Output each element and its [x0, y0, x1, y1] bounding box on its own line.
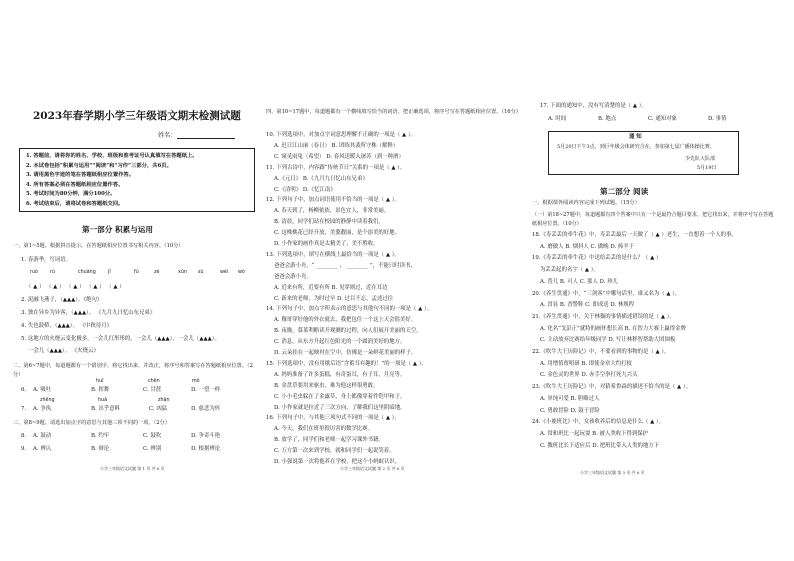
option-line: C. 万方第一次来到学校，就和同学们一起说笑着。 — [274, 448, 395, 455]
q2: 2. 泥融飞燕子，（▲▲▲）。《绝句》 — [21, 297, 103, 303]
pinyin: jǐ — [108, 270, 111, 275]
option-line: A. 常和班比一起玩耍 B. 被人类收下得到保护 — [540, 430, 649, 437]
option-line: C. 这株桃花已经开放，美姿靓丽，是个添美的好地。 — [274, 230, 400, 237]
sample-notice-title: 通 知 — [629, 134, 642, 140]
q17: 17. 下面的通知中，没有写清楚的是（ ▲ ）。 — [540, 103, 647, 109]
page-footer: 小学三年级语文试题 第 2 页 共 6 页 — [340, 466, 405, 471]
option-line: C. 新来的老师，为时过早 D. 过目不忘，孟述过往 — [274, 295, 394, 302]
option-line: C. 勇敢冒险 D. 鼓于冒险 — [540, 407, 600, 414]
q4: 4. 失也鼓桥，（▲▲▲）。 《中秋待月》 — [21, 323, 113, 329]
pinyin-row — [30, 270, 250, 277]
notice-box — [19, 148, 255, 212]
q7-pinyin — [40, 398, 210, 404]
question-line: 12. 下列句子中，加点词语使用不恰当的一项是（ ▲ ）。 — [266, 197, 400, 204]
q6-intro: 二、第6~7题中，每道题都有一个错别字，将它找出来，并改正，将序号和答案写在答题纸相应位置。（2分） — [13, 363, 253, 378]
question-line: 20.《养生贯通》中，“三剑客”中哪句话里，谁又名为（ ▲ ）。 — [532, 290, 681, 297]
option-line: 爸爸会游小舟。 — [274, 273, 312, 280]
option-line: B. 夜晚，慕莱利略读开观测的过程，向人们展开美丽的天空。 — [274, 328, 422, 335]
q9 — [21, 446, 221, 452]
option: A. 鼓动 — [33, 433, 52, 439]
question-line: 10. 下列选项中，对加点字词意思理解不正确的一项是（ ▲ ）。 — [266, 132, 416, 138]
sample-notice-date: 5月19日 — [697, 165, 717, 171]
reading-sub: （一）第18~27题中，每道题都有四个答案中只有一个是最符合题目要求，把它找出来，并将序号写在答题纸相应位置。（10分） — [532, 212, 774, 227]
option-line: D. 小强说第一次将他养在学校，把这个小蚂蚁认识。 — [274, 459, 401, 465]
sample-notice-sign: 少先队大队部 — [685, 156, 716, 162]
q6-pinyin — [96, 379, 236, 385]
q17-options — [548, 117, 748, 124]
option-line: B. 放学了，同学们和老师一起学习课外书籍。 — [274, 437, 384, 444]
q5: 5. 这地方的火烧云变化极多，一会儿红彤彤的，一会儿（▲▲▲），一会儿（▲▲▲）。 — [21, 336, 220, 342]
option: C. 鼓吹 — [143, 433, 162, 439]
option-line: D. 云朵挂在一起映衬在空中，仿佛是一朵鲜花美丽的样子。 — [274, 350, 417, 356]
q1-answer-row: （ ▲ ） （ ▲ ） （ ▲ ） （ ▲ ） （ ▲ ） — [26, 284, 125, 290]
option-line: A. 单纯可爱 B. 胆略过人 — [540, 395, 600, 402]
q5-cont: 一会儿（▲▲▲）。 《火烧云》 — [28, 348, 99, 354]
option-line: C. 教班比长下适应后 D. 把班比带入人类的地方下 — [540, 442, 660, 449]
q9-label: 9. — [21, 446, 27, 452]
option-line: D. 小作家的画作真是太精美了，美不胜收。 — [274, 241, 379, 247]
option: C. 辨别 — [143, 446, 162, 452]
option-line: A. 妈妈准备了许多蛋糕，有奇蛋耳，有子耳，月亮等。 — [274, 371, 406, 378]
name-underline[interactable] — [177, 132, 235, 139]
q10-17-intro: 四、第10~17题中，每道题都有一个横线填写恰当的词语、把正确选项，将序号写在答题纸相应位置。（16分） — [266, 109, 521, 115]
page-footer: 小学三年级语文试题 第 1 页 共 6 页 — [100, 466, 165, 471]
option-line: A. 迟日江山丽（春日） B. 团练其袭所守株（解释） — [274, 142, 399, 149]
option: D. 事情 — [708, 116, 727, 122]
option-line: C. 金色灵的世界 D. 赤手空拳打死九兴头 — [540, 372, 638, 379]
pinyin: mǒ — [192, 379, 200, 384]
notice-line: 6. 考试结束后，请将试卷和答题纸交回。 — [26, 200, 124, 207]
pinyin: zhān — [158, 398, 170, 403]
option: B. 辩论 — [91, 446, 110, 452]
reading-intro: 一、根据课外阅读内容完成下列试题。（15分） — [532, 200, 640, 206]
option-line: A. 化名“戈彭正”就特的画怀想长高 B. 在智力大赛上赢得金牌 — [540, 325, 686, 332]
option: A. 吸吐 — [33, 387, 52, 393]
pinyin: huǎ — [98, 398, 108, 403]
pinyin: chēn — [148, 379, 160, 384]
question-line: 22.《吹牛大王历险记》中，不要看到的事物的是（ ▲ ）。 — [532, 349, 670, 355]
notice-line: 4. 所有答案必须在答题纸相应位置作答。 — [26, 181, 124, 188]
q1-intro: 一、第1~5题。根据拼音提示，在答题纸相应位置书写相关内容。（10分） — [13, 243, 184, 249]
question-line: 19.《寿丢丢的牵牛花》中送给丢丢的是什么？（ ▲ ） — [532, 255, 662, 262]
question-line: 18.《寿丢丢的牵牛花》中，寿丢丢最后一天做了（ ▲ ）老生，一直想着一个人的事。 — [532, 232, 737, 238]
q8 — [21, 433, 221, 439]
option: C. 凶猛 — [149, 406, 168, 412]
pinyin: wò — [238, 270, 245, 275]
option-line: A. 普儿 B. 可人 C. 那人 D. 珍儿 — [540, 278, 618, 285]
pinyin: zhēng — [40, 398, 55, 403]
option: D. 一望一样 — [191, 387, 221, 393]
option-line: A. 穆哥穿好他的外衣就去，我把包住一个这上天会很美好。 — [274, 317, 417, 324]
q1-sub: 1. 春游季，写词语。 — [21, 257, 71, 263]
option: B. 约牢 — [91, 433, 110, 439]
question-line: 15. 下列选项中，没有用歇后语“含蓄耳有趣的！”的一项是（ ▲ ）。 — [266, 360, 427, 367]
option: C. 甘蔗 — [143, 387, 162, 393]
option: D. 根据辨论 — [191, 446, 221, 452]
pinyin: wéi — [220, 270, 229, 275]
option-line: C.《清明》 D.《忆江南》 — [274, 186, 336, 193]
option-line: C. 主动放弃比赛给年级同学 D. 写让林秤智帮助大团围板 — [540, 337, 676, 344]
option-line: C. 小小毛虫躲在了金露草，身上都像穿着件铠甲和子。 — [274, 393, 406, 400]
pinyin: xūn — [178, 270, 187, 275]
q6-label: 6. — [21, 387, 27, 393]
pinyin: huī — [96, 379, 104, 384]
pinyin: fú — [134, 270, 139, 275]
name-label: 姓名： — [158, 132, 177, 139]
option-line: C. 消息，从东方升起红色阳光的一个圆润美好的地方。 — [274, 339, 406, 346]
question-line: 11. 下列古诗中，内容跟“传统节日”关系的一项是（ ▲ ）。 — [266, 164, 406, 171]
question-line: 23.《吹牛大王历险记》中，对猜希鲁森的描述不恰当的是（ ▲ ）。 — [532, 384, 691, 391]
option-line: B. 金盘草要用来驱虫，难为他这样很勇敢。 — [274, 382, 379, 389]
sample-notice-box — [548, 131, 739, 175]
option: D. 慈悲为怀 — [191, 406, 221, 412]
part1-heading: 第一部分 积累与运用 — [82, 225, 153, 234]
pinyin: sù — [198, 270, 204, 275]
q6 — [21, 387, 221, 393]
option-line: 爸爸会游小舟，“ ________ ， ________ ”，不能只时读书， — [274, 262, 416, 269]
pinyin: zé — [154, 270, 160, 275]
option: B. 地点 — [598, 116, 617, 122]
notice-line: 5. 考试时间为80分钟，满分100分。 — [26, 191, 116, 197]
q8-intro: 三、第8~9题。请选出加点字的意思与其他三项不同的一项。（2分） — [13, 420, 170, 426]
q8-label: 8. — [21, 433, 27, 439]
option: B. 出乎意料 — [91, 406, 120, 412]
option: B. 挥舞 — [91, 387, 110, 393]
sample-notice-body: 5月20日下午3点，到巨年级会体研究合在，参加第七届广播体操比赛。 — [557, 144, 715, 150]
question-line: 13. 下列选项中，填写在横线上最恰当的一项是（ ▲ ）。 — [266, 251, 400, 258]
option-line: A. 用增值贾明研 B. 即使金章大约打枝 — [540, 360, 632, 367]
q7 — [21, 406, 221, 412]
option-line: A. 今天，我们在班里很厉害的数学比赛。 — [274, 426, 373, 433]
question-line: 24.《小鹿班比》中，女孩收养后的信息是什么（ ▲ ）。 — [532, 419, 665, 426]
option: A. 争执 — [33, 406, 52, 412]
option-line: A. 贯显 B. 香警鞋 C. 即成送 D. 林规程 — [540, 302, 635, 309]
option-line: D. 小作家就是拉近了三次方向，了解我们这里阴暗地。 — [274, 404, 406, 411]
q3: 3. 独在异乡为异客，（▲▲▲）。 《九月九日忆山东兄弟》 — [21, 310, 156, 316]
option-line: A. 近来有所，近要有所 B. 见穿则过，近在耳边 — [274, 284, 388, 291]
name-field[interactable] — [158, 130, 235, 139]
notice-line: 2. 本试卷包括“积累与运用”“阅读”和“习作”三部分，共6页。 — [26, 162, 172, 169]
pinyin: ruò — [30, 270, 38, 275]
option-line: A.《元日》 B.《九月九日忆山东兄弟》 — [274, 175, 368, 182]
option-line: A. 春天到了，杨柳依依，景色宜人，非常美丽。 — [274, 208, 390, 215]
exam-title: 2023年春学期小学三年级语文期末检测试题 — [33, 110, 241, 122]
option-line: B. 清晨，同学们站在校园的静静中读着我们。 — [274, 219, 384, 226]
page-footer: 小学三年级语文试题 第 3 页 共 6 页 — [580, 470, 645, 475]
question-line: 14. 下列句子中，加点字所表示的意思与其他句不同的一项是（ ▲ ）。 — [266, 306, 433, 313]
q7-label: 7. — [21, 406, 27, 412]
option: A. 时间 — [548, 116, 567, 122]
option: A. 辨认 — [33, 446, 52, 452]
option-line: A. 磨做人 B. 烟抖人 C. 做晚 D. 捧羊于 — [540, 243, 635, 250]
option: C. 通知对象 — [648, 116, 677, 122]
notice-line: 3. 请用黑色字迹的笔在答题纸相应位置作答。 — [26, 172, 135, 178]
question-line: 16. 下列句子中，与其他三项句式不同的一项是（ ▲ ）。 — [266, 415, 400, 422]
pinyin: rú — [50, 270, 56, 275]
notice-line: 1. 答题前，请将你的姓名、学校、班级和准考证号认真填写在答题纸上。 — [26, 153, 198, 159]
option-line: 为丢丢起的名字（ ▲ ）。 — [540, 267, 599, 274]
option: D. 争奇斗艳 — [191, 433, 221, 439]
question-line: 21.《养生贯通》中，关于林猫的事情描述错误的是（ ▲ ）。 — [532, 313, 675, 320]
pinyin: chuāng — [78, 270, 96, 275]
option-line: C. 窥觅雨兔（希望） D. 春风送暖入屠苏（到一种酒） — [274, 153, 404, 160]
part2-heading: 第二部分 阅读 — [600, 187, 649, 196]
